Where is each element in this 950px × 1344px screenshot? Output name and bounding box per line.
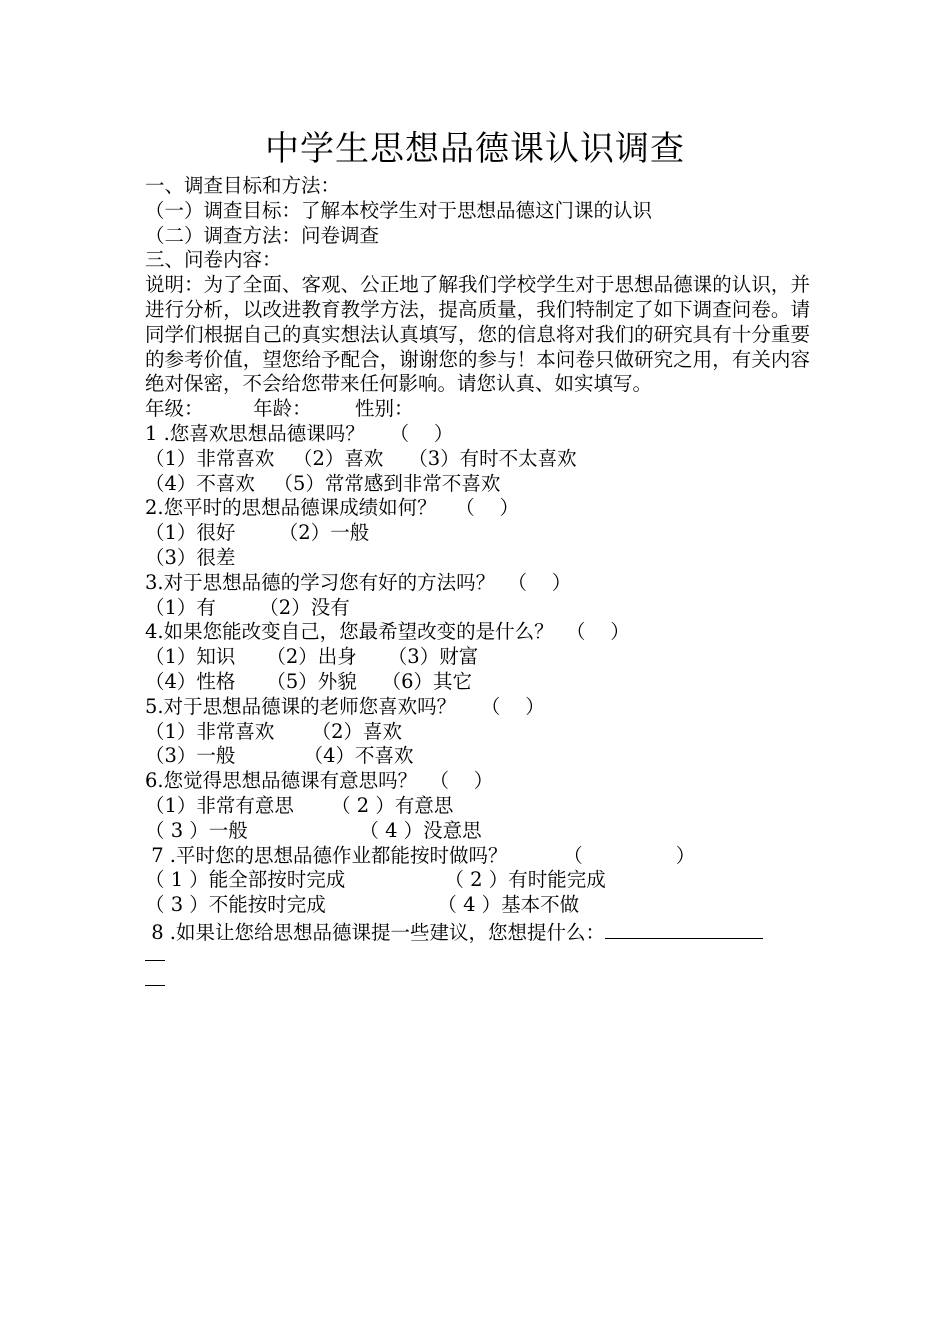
- question-2: [145, 496, 810, 570]
- option-line: （ 1 ）能全部按时完成 （ 2 ）有时能完成: [145, 868, 606, 892]
- question-text: 3.对于思想品德的学习您有好的方法吗？ （ ）: [145, 570, 572, 594]
- question-1: [145, 422, 810, 496]
- question-text: 6.您觉得思想品德课有意思吗？ （ ）: [145, 769, 494, 793]
- question-8: [145, 918, 810, 992]
- answer-blank: [145, 944, 165, 961]
- option-line: （ 3 ）不能按时完成 （ 4 ）基本不做: [145, 893, 580, 917]
- document-title: 中学生思想品德课认识调查: [265, 129, 685, 169]
- question-4: [145, 620, 810, 694]
- question-text: 2.您平时的思想品德课成绩如何？ （ ）: [145, 496, 519, 520]
- option-line: （1）非常喜欢 （2）喜欢 （3）有时不太喜欢: [145, 446, 577, 470]
- document-body: [145, 174, 810, 992]
- survey-method-line: （二）调查方法：问卷调查: [145, 223, 380, 247]
- answer-blank: [145, 969, 165, 986]
- question-text: 4.如果您能改变自己，您最希望改变的是什么？ （ ）: [145, 620, 630, 644]
- intro-paragraph: 说明：为了全面、客观、公正地了解我们学校学生对于思想品德课的认识，并进行分析，以改进教育教学方法，提高质量，我们特制定了如下调查问卷。请同学们根据自己的真实想法认真填写，您的信息将对我们的研究具有十分重要的参考价值，望您给予配合，谢谢您的参与！本问卷只做研究之用，有关内容绝对保密，不会给您带来任何影响。请您认真、如实填写。: [145, 273, 810, 396]
- answer-blank-continuation: [145, 943, 810, 968]
- survey-goal-line: （一）调查目标：了解本校学生对于思想品德这门课的认识: [145, 198, 653, 222]
- section-heading-goals-methods: 一、调查目标和方法：: [145, 174, 341, 197]
- option-line: （1）非常喜欢 （2）喜欢: [145, 719, 403, 743]
- option-line: （1）非常有意思 （ 2 ）有意思: [145, 793, 454, 817]
- answer-blank: [605, 918, 763, 939]
- question-text: 1 .您喜欢思想品德课吗？ （ ）: [145, 421, 454, 445]
- option-line: （4）不喜欢 （5）常常感到非常不喜欢: [145, 471, 501, 495]
- question-6: [145, 769, 810, 843]
- option-line: （3）很差: [145, 545, 236, 569]
- question-text: 5.对于思想品德课的老师您喜欢吗？ （ ）: [145, 694, 545, 718]
- question-8-line: [145, 918, 810, 943]
- question-7: [145, 844, 810, 918]
- option-line: （1）有 （2）没有: [145, 595, 350, 619]
- question-text: 8 .如果让您给思想品德课提一些建议，您想提什么：: [145, 920, 606, 944]
- section-heading-content: 三、问卷内容：: [145, 248, 282, 272]
- option-line: （4）性格 （5）外貌 （6）其它: [145, 669, 473, 693]
- answer-blank-continuation: [145, 968, 810, 993]
- option-line: （1）很好 （2）一般: [145, 521, 370, 545]
- question-3: [145, 571, 810, 621]
- info-line: 年级： 年龄： 性别：: [145, 397, 414, 421]
- question-5: [145, 695, 810, 769]
- option-line: （ 3 ）一般 （ 4 ）没意思: [145, 818, 482, 842]
- option-line: （1）知识 （2）出身 （3）财富: [145, 645, 479, 669]
- option-line: （3）一般 （4）不喜欢: [145, 744, 414, 768]
- question-text: 7 .平时您的思想品德作业都能按时做吗？ （ ）: [145, 843, 696, 867]
